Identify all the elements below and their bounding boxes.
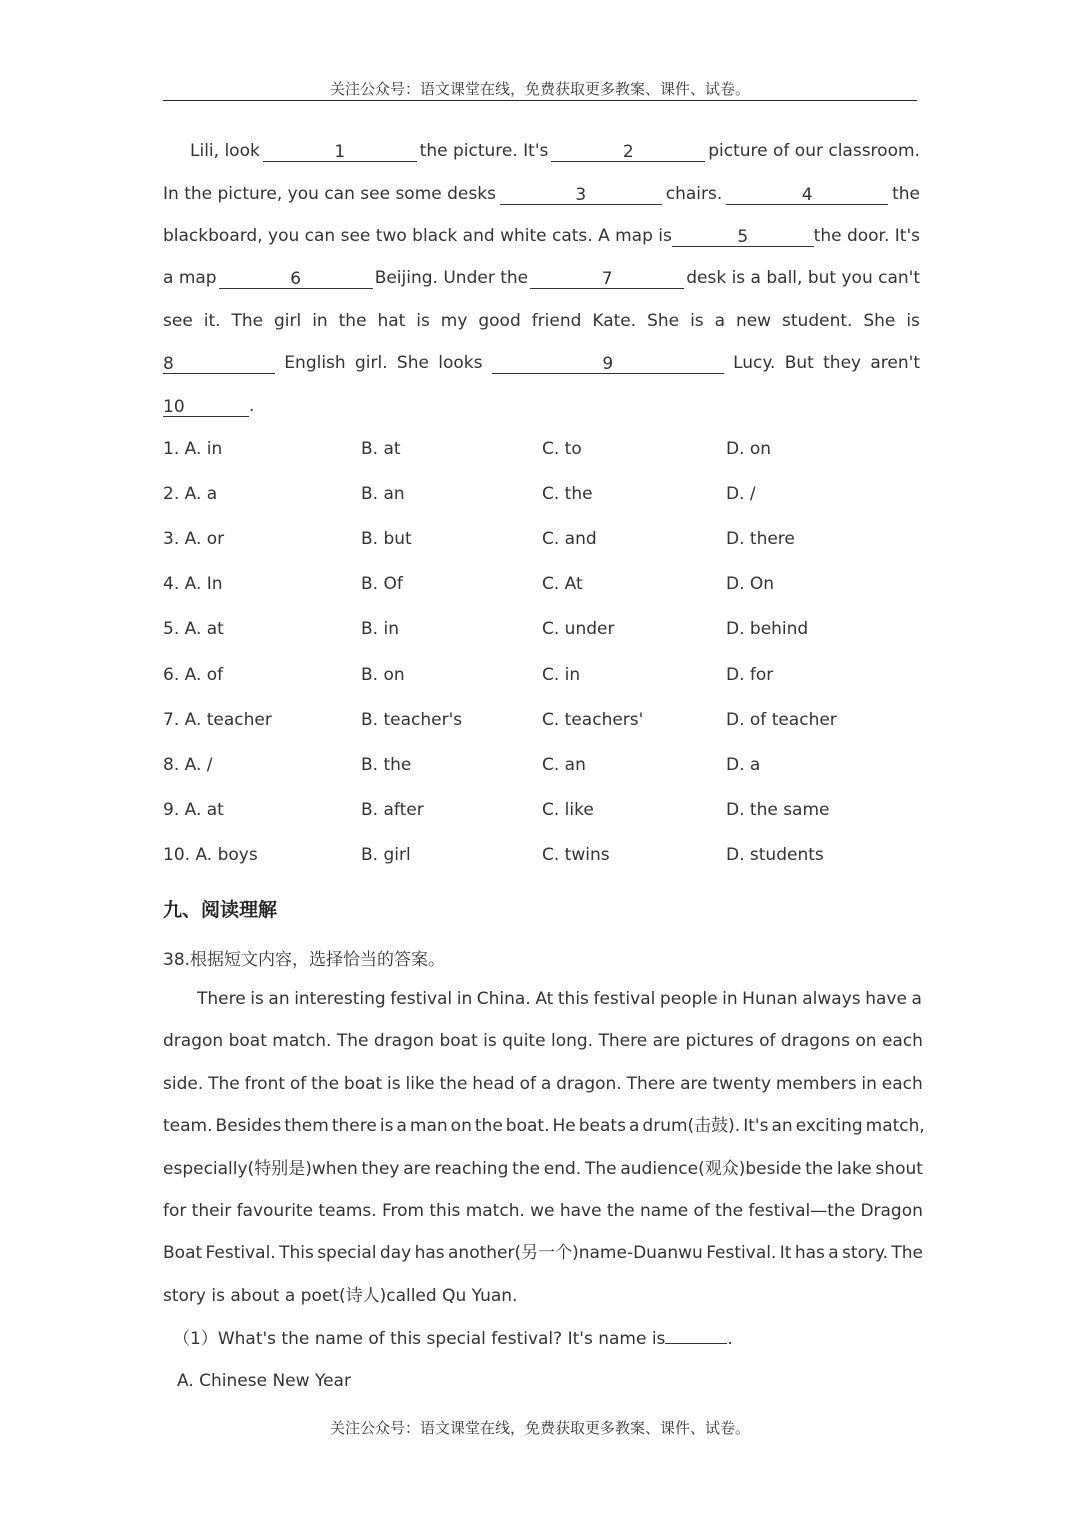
- passage-word: There: [626, 1073, 676, 1094]
- option-choice[interactable]: 8. A. /: [163, 754, 213, 775]
- option-choice[interactable]: 9. A. at: [163, 799, 224, 820]
- passage-word: on: [450, 1116, 472, 1137]
- passage-word: festival: [390, 989, 453, 1009]
- cloze-word: my: [440, 311, 468, 331]
- passage-word: front: [244, 1073, 286, 1094]
- passage-word: an: [268, 989, 290, 1009]
- passage-word: is: [250, 989, 264, 1009]
- passage-word: a: [828, 1243, 839, 1264]
- passage-word: boat.: [505, 1116, 550, 1137]
- option-choice[interactable]: C. and: [542, 529, 597, 550]
- cloze-word: a: [714, 311, 726, 331]
- cloze-word: the: [338, 311, 367, 331]
- passage-word: boat: [343, 1073, 383, 1094]
- cloze-word: hat: [377, 311, 406, 331]
- page-header: 关注公众号：语文课堂在线，免费获取更多教案、课件、试卷。: [329, 80, 750, 98]
- passage-word: team.: [163, 1116, 213, 1137]
- option-row: [163, 439, 920, 461]
- passage-word: The: [891, 1243, 923, 1264]
- passage-word: their: [191, 1201, 232, 1221]
- passage-word: It: [779, 1243, 792, 1264]
- cloze-word: in: [312, 311, 328, 331]
- passage-word: lake: [836, 1158, 872, 1179]
- passage-word: beats: [578, 1116, 626, 1137]
- answer-blank[interactable]: [665, 1343, 727, 1344]
- passage-word: Dragon: [860, 1201, 923, 1221]
- blank-2[interactable]: 2: [551, 143, 705, 162]
- passage-word: each: [881, 1031, 923, 1052]
- passage-word: boat: [228, 1031, 267, 1052]
- cloze-word: is: [416, 311, 430, 331]
- cloze-period: .: [249, 396, 255, 416]
- cloze-word: it.: [203, 311, 221, 331]
- passage-word: long.: [550, 1031, 594, 1052]
- passage-word: each: [881, 1073, 923, 1094]
- option-row: [163, 574, 920, 596]
- passage-word: shout: [875, 1158, 923, 1179]
- option-choice[interactable]: D. On: [726, 574, 775, 595]
- option-choice[interactable]: C. the: [542, 484, 593, 505]
- option-choice[interactable]: C. teachers': [542, 709, 644, 730]
- option-choice[interactable]: C. under: [542, 619, 615, 640]
- question-text: （1）What's the name of this special festival? It's name is: [173, 1329, 666, 1349]
- blank-10[interactable]: 10: [163, 398, 249, 417]
- passage-word: favourite: [236, 1201, 314, 1221]
- passage-word: story.: [842, 1243, 888, 1264]
- passage-word: the: [311, 1073, 340, 1094]
- passage-word: Boat: [163, 1243, 203, 1264]
- option-choice[interactable]: C. like: [542, 799, 594, 820]
- passage-word: reaching: [434, 1158, 509, 1179]
- option-choice[interactable]: D. there: [726, 529, 795, 550]
- passage-word: this: [557, 989, 589, 1009]
- instruction: 38.根据短文内容，选择恰当的答案。: [163, 950, 446, 970]
- passage-word: of: [759, 1031, 776, 1052]
- cloze-text: desk is a ball, but you can't: [686, 268, 920, 288]
- passage-word: is: [483, 1031, 497, 1052]
- passage-word: teams.: [318, 1201, 377, 1221]
- cloze-word: see: [163, 311, 193, 331]
- option-row: [163, 710, 920, 732]
- cloze-word: She: [396, 353, 429, 373]
- blank-7[interactable]: 7: [530, 270, 684, 289]
- passage-line: [163, 1115, 925, 1137]
- blank-1[interactable]: 1: [263, 143, 417, 162]
- passage-word: this: [429, 1201, 461, 1221]
- option-row: [163, 619, 920, 641]
- question-1: [173, 1328, 933, 1350]
- question-period: .: [727, 1329, 733, 1349]
- passage-word: dragon: [373, 1031, 435, 1052]
- cloze-line-5: [163, 310, 920, 332]
- option-choice[interactable]: D. behind: [726, 619, 809, 640]
- passage-word: them: [284, 1116, 329, 1137]
- passage-word: are: [680, 1073, 708, 1094]
- passage-word: head: [472, 1073, 515, 1094]
- passage-word: The: [336, 1031, 369, 1052]
- passage-word: on: [855, 1031, 877, 1052]
- passage-word: the: [439, 1073, 468, 1094]
- cloze-word: girl: [274, 311, 302, 331]
- cloze-text: Beijing. Under the: [374, 268, 529, 288]
- passage-word: Festival.: [205, 1243, 276, 1264]
- option-choice[interactable]: D. on: [726, 439, 772, 459]
- cloze-word: is: [906, 311, 920, 331]
- option-choice[interactable]: B. on: [361, 664, 405, 685]
- cloze-word: English: [284, 353, 346, 373]
- cloze-word: girl.: [354, 353, 388, 373]
- cloze-text: In the picture, you can see some desks: [163, 184, 496, 204]
- passage-word: man: [409, 1116, 448, 1137]
- cloze-word: She: [647, 311, 680, 331]
- passage-word: a: [540, 1073, 552, 1094]
- cloze-line-1: [190, 140, 920, 162]
- passage-word: they: [361, 1158, 400, 1179]
- option-choice[interactable]: B. girl: [361, 844, 411, 865]
- passage-word: Festival.: [706, 1243, 777, 1264]
- cloze-line-6: [163, 352, 920, 374]
- passage-word: another(另一个)name-Duanwu: [448, 1243, 703, 1264]
- passage-word: name: [640, 1201, 689, 1221]
- cloze-text: a map: [163, 268, 217, 288]
- passage-word: we: [530, 1201, 555, 1221]
- cloze-word: student.: [782, 311, 853, 331]
- option-choice[interactable]: D. a: [726, 754, 761, 775]
- passage-line: [163, 1030, 923, 1052]
- cloze-word: they: [823, 353, 862, 373]
- passage-line: [163, 1073, 923, 1095]
- passage-word: He: [552, 1116, 576, 1137]
- passage-word: have: [559, 1201, 602, 1221]
- passage-word: a: [628, 1116, 640, 1137]
- option-row: [163, 800, 920, 822]
- cloze-line-3: [163, 225, 920, 247]
- header-rule: [163, 100, 917, 101]
- passage-line: story is about a poet(诗人)called Qu Yuan.: [163, 1285, 518, 1306]
- blank-9[interactable]: 9: [492, 355, 724, 374]
- cloze-text: the picture. It's: [419, 141, 549, 161]
- passage-word: festival—the: [748, 1201, 856, 1221]
- cloze-word: aren't: [870, 353, 920, 373]
- passage-word: end.: [543, 1158, 582, 1179]
- passage-word: the: [805, 1158, 834, 1179]
- q1-option-a[interactable]: A. Chinese New Year: [177, 1371, 351, 1391]
- cloze-word: looks: [438, 353, 483, 373]
- passage-word: It's: [743, 1116, 769, 1137]
- option-choice[interactable]: B. Of: [361, 574, 403, 595]
- page-footer: 关注公众号：语文课堂在线，免费获取更多教案、课件、试卷。: [329, 1419, 750, 1437]
- passage-word: a: [396, 1116, 407, 1137]
- section-title: 九、阅读理解: [163, 899, 278, 921]
- passage-word: twenty: [712, 1073, 772, 1094]
- cloze-word: The: [231, 311, 264, 331]
- option-choice[interactable]: D. /: [726, 484, 756, 505]
- cloze-line-2: [163, 183, 920, 205]
- passage-word: is: [387, 1073, 401, 1094]
- passage-word: have: [865, 989, 907, 1009]
- passage-word: dragon.: [556, 1073, 622, 1094]
- passage-word: in: [722, 989, 738, 1009]
- blank-3[interactable]: 3: [500, 186, 662, 205]
- option-choice[interactable]: B. but: [361, 529, 412, 550]
- cloze-word: good: [478, 311, 521, 331]
- passage-line: [163, 1242, 923, 1264]
- passage-word: of: [693, 1201, 710, 1221]
- passage-word: a: [911, 989, 922, 1009]
- cloze-word: friend: [531, 311, 582, 331]
- passage-word: festival: [593, 989, 656, 1009]
- option-choice[interactable]: C. twins: [542, 844, 610, 865]
- option-choice[interactable]: B. after: [361, 799, 424, 820]
- passage-word: The: [584, 1158, 617, 1179]
- passage-word: like: [405, 1073, 435, 1094]
- option-choice[interactable]: D. of teacher: [726, 709, 837, 730]
- passage-word: There: [598, 1031, 648, 1052]
- passage-word: of: [519, 1073, 536, 1094]
- passage-word: an: [771, 1116, 793, 1137]
- blank-8[interactable]: 8: [163, 355, 275, 374]
- passage-word: has: [794, 1243, 825, 1264]
- cloze-word: Kate.: [592, 311, 637, 331]
- passage-word: interesting: [294, 989, 386, 1009]
- cloze-text: blackboard, you can see two black and white cats. A map is: [163, 226, 672, 246]
- option-choice[interactable]: C. to: [542, 439, 582, 459]
- option-choice[interactable]: D. students: [726, 844, 824, 865]
- option-choice[interactable]: B. the: [361, 754, 412, 775]
- passage-word: in: [861, 1073, 877, 1094]
- passage-word: the: [715, 1201, 744, 1221]
- option-row: [163, 845, 920, 867]
- passage-word: dragon: [163, 1031, 224, 1052]
- passage-word: the: [606, 1201, 635, 1221]
- passage-word: has: [414, 1243, 445, 1264]
- option-choice[interactable]: B. in: [361, 619, 399, 640]
- cloze-text: chairs.: [665, 184, 723, 204]
- blank-6[interactable]: 6: [219, 270, 373, 289]
- passage-word: Hunan: [742, 989, 798, 1009]
- blank-4[interactable]: 4: [726, 186, 888, 205]
- option-row: [163, 529, 920, 551]
- passage-word: There: [197, 989, 246, 1009]
- cloze-word: is: [690, 311, 704, 331]
- blank-5[interactable]: 5: [672, 228, 814, 247]
- cloze-word: new: [735, 311, 772, 331]
- option-choice[interactable]: 7. A. teacher: [163, 709, 272, 730]
- cloze-text: Lili, look: [190, 141, 260, 161]
- option-choice[interactable]: B. teacher's: [361, 709, 463, 730]
- passage-word: people: [659, 989, 718, 1009]
- passage-word: is: [379, 1116, 394, 1137]
- cloze-line-4: [163, 267, 920, 289]
- cloze-text: the: [892, 184, 920, 204]
- option-row: [163, 484, 920, 506]
- passage-word: the: [474, 1116, 503, 1137]
- option-choice[interactable]: C. an: [542, 754, 586, 775]
- passage-word: audience(观众)beside: [620, 1158, 802, 1179]
- passage-word: At: [535, 989, 554, 1009]
- passage-word: day: [379, 1243, 412, 1264]
- passage-word: dragons: [780, 1031, 850, 1052]
- passage-word: This: [279, 1243, 314, 1264]
- passage-word: are: [403, 1158, 431, 1179]
- option-choice[interactable]: D. the same: [726, 799, 830, 820]
- passage-word: especially(特别是)when: [163, 1158, 358, 1179]
- passage-word: exciting: [795, 1116, 863, 1137]
- cloze-word: She: [863, 311, 896, 331]
- option-choice[interactable]: C. in: [542, 664, 581, 685]
- option-choice[interactable]: 3. A. or: [163, 529, 225, 550]
- passage-word: match,: [865, 1116, 925, 1137]
- passage-word: The: [208, 1073, 240, 1094]
- cloze-word: But: [784, 353, 814, 373]
- passage-word: From: [381, 1201, 425, 1221]
- option-choice[interactable]: 2. A. a: [163, 484, 218, 505]
- passage-word: special: [317, 1243, 377, 1264]
- passage-word: drum(击鼓).: [642, 1116, 741, 1137]
- passage-line: [197, 988, 922, 1010]
- passage-word: boat: [439, 1031, 478, 1052]
- passage-word: match.: [465, 1201, 525, 1221]
- option-row: [163, 755, 920, 777]
- option-choice[interactable]: 6. A. of: [163, 664, 224, 685]
- option-choice[interactable]: D. for: [726, 664, 774, 685]
- option-choice[interactable]: C. At: [542, 574, 583, 595]
- passage-word: quite: [502, 1031, 546, 1052]
- cloze-text: picture of our classroom.: [708, 141, 920, 161]
- option-choice[interactable]: B. at: [361, 439, 401, 459]
- cloze-text: the door. It's: [813, 226, 920, 246]
- passage-line: [163, 1158, 923, 1180]
- option-choice[interactable]: 4. A. In: [163, 574, 223, 595]
- passage-word: there: [331, 1116, 377, 1137]
- option-choice[interactable]: 1. A. in: [163, 439, 223, 459]
- option-choice[interactable]: 5. A. at: [163, 619, 224, 640]
- passage-word: side.: [163, 1073, 204, 1094]
- passage-word: Besides: [215, 1116, 282, 1137]
- passage-word: for: [163, 1201, 187, 1221]
- passage-word: always: [802, 989, 861, 1009]
- passage-word: in: [456, 989, 473, 1009]
- passage-word: members: [775, 1073, 857, 1094]
- cloze-word: Lucy.: [733, 353, 776, 373]
- option-choice[interactable]: B. an: [361, 484, 405, 505]
- passage-line: [163, 1200, 923, 1222]
- cloze-line-7: [163, 395, 920, 417]
- passage-word: match.: [272, 1031, 332, 1052]
- passage-word: pictures: [685, 1031, 754, 1052]
- option-row: [163, 665, 920, 687]
- passage-word: China.: [476, 989, 531, 1009]
- passage-word: of: [289, 1073, 307, 1094]
- passage-word: are: [652, 1031, 681, 1052]
- option-choice[interactable]: 10. A. boys: [163, 844, 258, 865]
- passage-word: the: [512, 1158, 541, 1179]
